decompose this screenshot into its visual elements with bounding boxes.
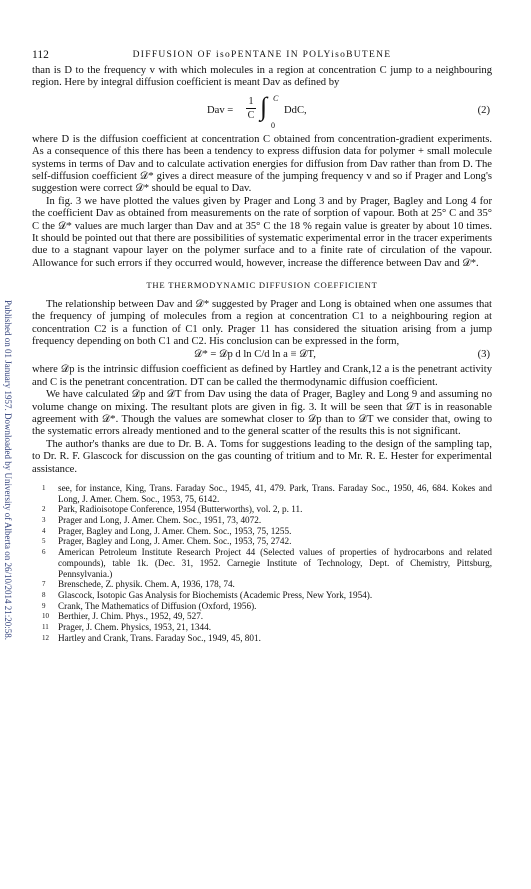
reference-item [32,526,492,537]
reference-item [32,601,492,612]
reference-text: Prager, J. Chem. Physics, 1953, 21, 1344. [58,622,212,633]
reference-number: 11 [42,623,49,632]
equation-number: (3) [477,349,490,361]
reference-number: 2 [42,505,46,514]
paragraph: In fig. 3 we have plotted the values given by Prager and Long 3 and by Prager, Bagley and Long 4 for the coefficient Dav as obtained from measurements on the rate of sorption of vapour. Both at 25° C and 35° C the 𝒟* values are much larger than Dav and at 35° C the 18 % regain value is greater by about 10 times. It should be pointed out that there are possibilities of systematic experimental error in the tracer experiments due to a stagnant vapour layer on the polymer surface and to a finite rate of circulation of the vapour. Allowance for such errors if they occurred would, however, increase the difference between Dav and 𝒟*. [32,195,492,269]
reference-item [32,504,492,515]
reference-number: 7 [42,580,46,589]
reference-number: 3 [42,516,46,525]
reference-item [32,633,492,644]
reference-item [32,611,492,622]
equation-3 [32,349,492,363]
reference-number: 8 [42,591,46,599]
page-number: 112 [32,49,49,61]
reference-number: 4 [42,526,46,535]
fraction-numerator: 1 [248,95,254,107]
reference-list [32,483,492,644]
running-title: DIFFUSION OF isoPENTANE IN POLYisoBUTENE [132,50,392,60]
integral-sign: ∫ [260,91,268,121]
side-publication-note [2,125,13,815]
equation-body: 𝒟* = 𝒟p d ln C/d ln a ≡ 𝒟T, [194,349,316,361]
page-header [32,49,492,63]
paragraph: where D is the diffusion coefficient at concentration C obtained from concentration-gradient experiments. As a consequence of this there has been a tendency to express diffusion data for polymer + small molecule systems in terms of Dav and to calculate activation energies for diffusion from Dav rather than from D. The self-diffusion coefficient 𝒟* gives a direct measure of the jumping frequency v and so if Prager and Long's suggestion were correct 𝒟* should be equal to Dav. [32,133,492,195]
reference-number: 10 [42,612,49,621]
reference-text: Prager and Long, J. Amer. Chem. Soc., 1951, 73, 4072. [58,515,262,526]
integral-upper-limit: C [273,93,279,103]
reference-text: Berthier, J. Chim. Phys., 1952, 49, 527. [58,611,204,622]
paragraph: We have calculated 𝒟p and 𝒟T from Dav using the data of Prager, Bagley and Long 9 and assuming no volume change on mixing. The resultant plots are given in fig. 3. It will be seen that 𝒟T is in reasonable agreement with 𝒟*. Though the values are somewhat closer to 𝒟p than to 𝒟T we consider that, owing to the systematic errors already mentioned and to the general scatter of the results this is not significant. [32,389,492,438]
acknowledgements: The author's thanks are due to Dr. B. A. Toms for suggestions leading to the design of the sampling tap, to Dr. R. F. Glascock for discussion on the gas counting of tritium and to Mr. R. E. Hester for experimental assistance. [32,438,492,475]
reference-item [32,622,492,633]
integral-lower-limit: 0 [271,120,275,130]
reference-number: 6 [42,548,46,557]
reference-number: 1 [42,483,46,492]
reference-text: Crank, The Mathematics of Diffusion (Oxford, 1956). [58,600,257,611]
reference-item [32,590,492,601]
paragraph: than is D to the frequency v with which molecules in a region at concentration C jump to a neighbouring region. Here by integral diffusion coefficient is meant Dav as defined by [32,65,492,89]
reference-text: Brenschede, Z. physik. Chem. A, 1936, 178, 74. [58,579,235,590]
reference-text: American Petroleum Institute Research Project 44 (Selected values of properties of hydrocarbons and related compounds), table 1k. (Dec. 31, 1952. Carnegie Institute of Technology, Dept. of Chemistry, Pittsburg, Pennsylvania.) [58,547,492,579]
paragraph: The relationship between Dav and 𝒟* suggested by Prager and Long is obtained when one assumes that the frequency of jumping of molecules from a region at concentration C1 to a neighbouring region at concentration C2 is a function of C1 only. Prager 11 has considered the situation arising from a jump frequency depending on both C1 and C2. His conclusion can be expressed in the form, [32,298,492,347]
reference-text: Prager, Bagley and Long, J. Amer. Chem. Soc., 1953, 75, 1255. [58,525,292,536]
fraction-denominator: C [247,109,255,121]
equation-2 [32,92,492,132]
fraction-bar [246,108,256,109]
reference-item [32,547,492,579]
reference-number: 9 [42,601,46,610]
article-body [32,65,492,644]
reference-text: Prager, Bagley and Long, J. Amer. Chem. Soc., 1953, 75, 2742. [58,536,292,547]
reference-item [32,579,492,590]
reference-item [32,515,492,526]
reference-number: 5 [42,537,46,546]
equation-number: (2) [477,104,490,116]
reference-item [32,536,492,547]
side-note-text[interactable]: Published on 01 January 1957. Downloaded by University of Alberta on 26/10/2014 21:20:58. [3,300,13,640]
reference-text: see, for instance, King, Trans. Faraday Soc., 1945, 41, 479. Park, Trans. Faraday Soc., 1950, 46, 684. Kokes and Long, J. Amer. Chem. Soc., 1953, 75, 6142. [58,482,492,504]
section-heading: THE THERMODYNAMIC DIFFUSION COEFFICIENT [146,280,378,291]
equation-lhs: Dav = [207,104,234,116]
equation-fraction [246,96,256,121]
reference-text: Park, Radioisotope Conference, 1954 (Butterworths), vol. 2, p. 11. [58,504,303,515]
paragraph: where 𝒟p is the intrinsic diffusion coefficient as defined by Hartley and Crank,12 a is the penetrant activity and C is the penetrant concentration. DT can be called the thermodynamic diffusion coefficient. [32,364,492,388]
reference-text: Glascock, Isotopic Gas Analysis for Biochemists (Academic Press, New York, 1954). [58,590,373,600]
reference-text: Hartley and Crank, Trans. Faraday Soc., 1949, 45, 801. [58,632,261,643]
reference-item [32,483,492,504]
integrand: DdC, [284,104,307,116]
reference-number: 12 [42,633,49,642]
